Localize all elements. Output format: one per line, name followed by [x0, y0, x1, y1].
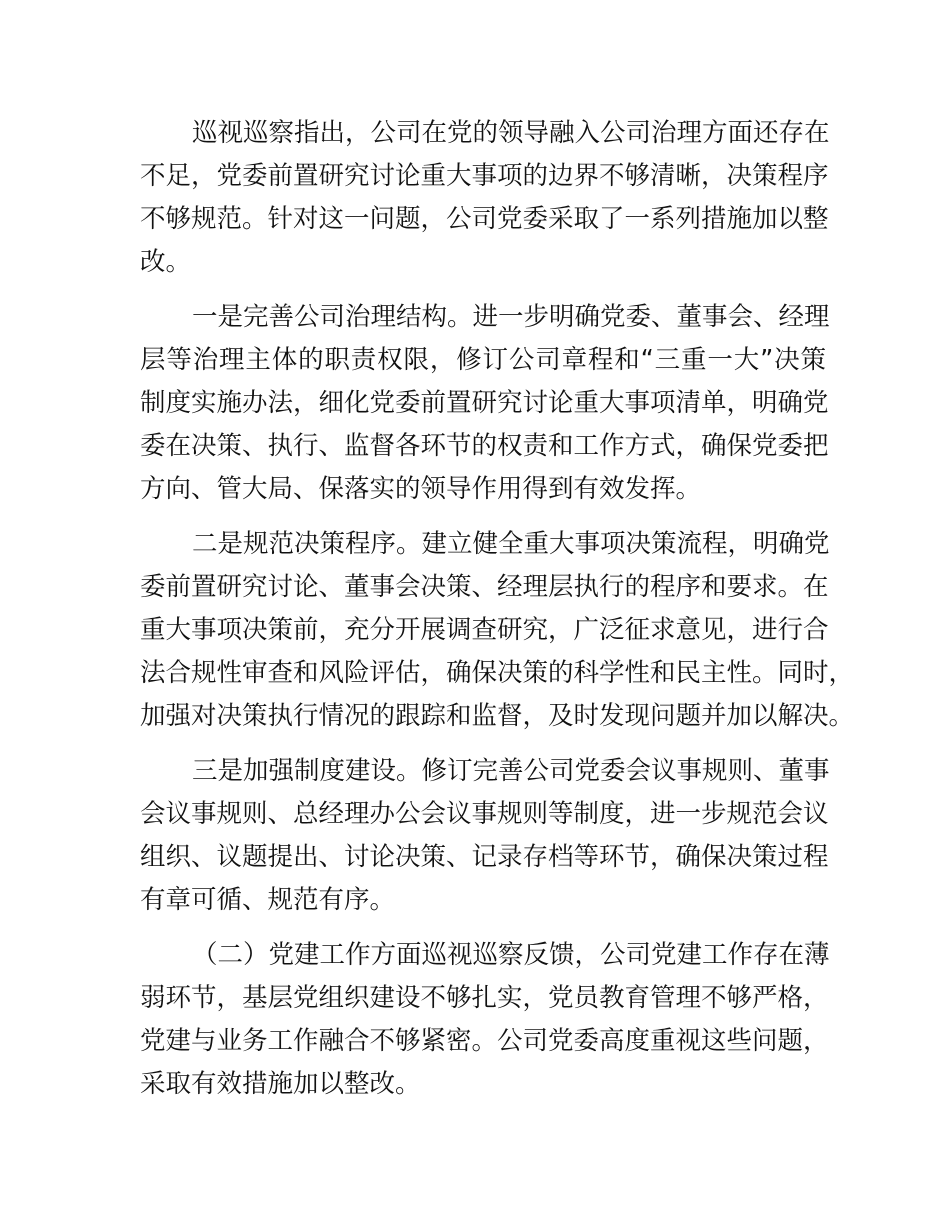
text-line: 加强对决策执行情况的跟踪和监督，及时发现问题并加以解决。 — [140, 701, 855, 731]
paragraph — [140, 296, 830, 511]
text-line: 委在决策、执行、监督各环节的权责和工作方式，确保党委把 — [140, 431, 829, 461]
text-line: 巡视巡察指出，公司在党的领导融入公司治理方面还存在 — [192, 118, 830, 148]
paragraph — [140, 112, 830, 284]
text-line: 不足，党委前置研究讨论重大事项的边界不够清晰，决策程序 — [140, 161, 829, 191]
text-line: 组织、议题提出、讨论决策、记录存档等环节，确保决策过程 — [140, 842, 829, 872]
text-line: 不够规范。针对这一问题，公司党委采取了一系列措施加以整 — [140, 204, 829, 234]
text-line: 会议事规则、总经理办公会议事规则等制度，进一步规范会议 — [140, 799, 829, 829]
text-line: 一是完善公司治理结构。进一步明确党委、董事会、经理 — [192, 302, 830, 332]
text-line: 改。 — [140, 247, 192, 277]
paragraph — [140, 934, 830, 1106]
text-line: 三是加强制度建设。修订完善公司党委会议事规则、董事 — [192, 756, 830, 786]
text-line: 采取有效措施加以整改。 — [140, 1069, 421, 1099]
text-line: 委前置研究讨论、董事会决策、经理层执行的程序和要求。在 — [140, 572, 829, 602]
text-line: 层等治理主体的职责权限，修订公司章程和“三重一大”决策 — [140, 345, 826, 375]
text-line: （二）党建工作方面巡视巡察反馈，公司党建工作存在薄 — [192, 940, 830, 970]
text-line: 重大事项决策前，充分开展调查研究，广泛征求意见，进行合 — [140, 615, 829, 645]
paragraph — [140, 523, 855, 738]
text-line: 法合规性审查和风险评估，确保决策的科学性和民主性。同时， — [140, 658, 855, 688]
text-line: 方向、管大局、保落实的领导作用得到有效发挥。 — [140, 474, 702, 504]
document-body — [140, 112, 855, 1118]
text-line: 二是规范决策程序。建立健全重大事项决策流程，明确党 — [192, 529, 830, 559]
text-line: 弱环节，基层党组织建设不够扎实，党员教育管理不够严格， — [140, 983, 829, 1013]
paragraph — [140, 750, 830, 922]
text-line: 制度实施办法，细化党委前置研究讨论重大事项清单，明确党 — [140, 388, 829, 418]
text-line: 有章可循、规范有序。 — [140, 885, 396, 915]
text-line: 党建与业务工作融合不够紧密。公司党委高度重视这些问题， — [140, 1026, 829, 1056]
